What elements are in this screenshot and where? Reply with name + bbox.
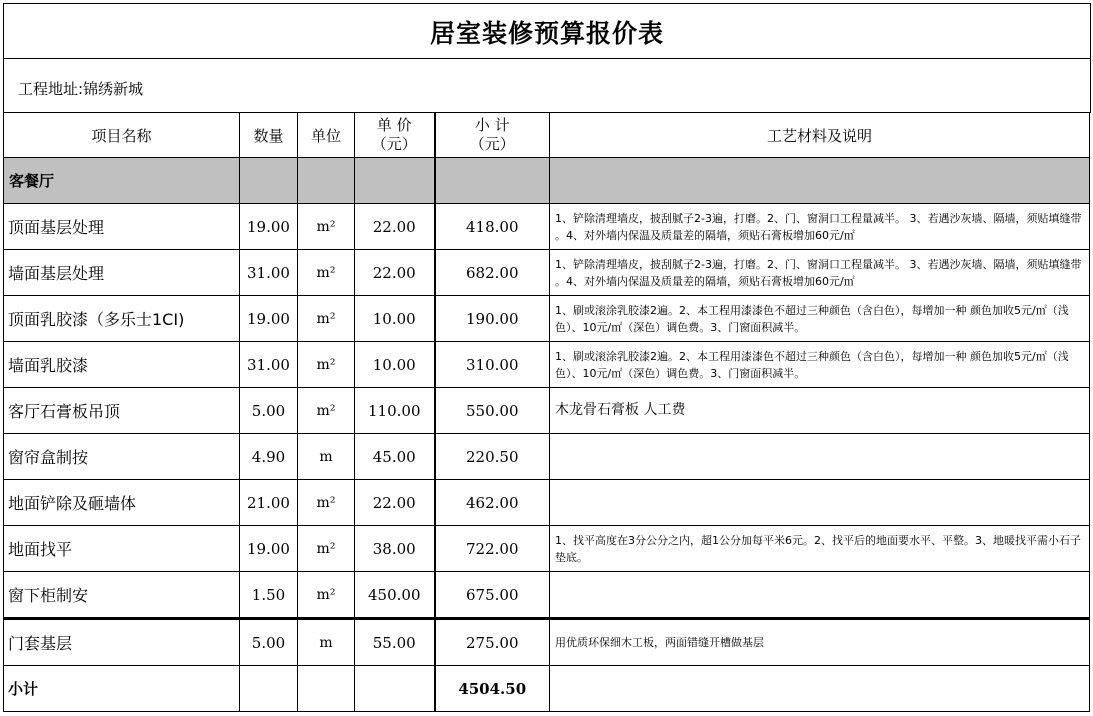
table-row [4,204,1090,250]
item-name: 墙面基层处理 [4,250,240,296]
item-price: 22.00 [355,204,435,250]
item-qty: 19.00 [240,204,298,250]
table-row [4,296,1090,342]
item-name: 顶面乳胶漆（多乐士1CI) [4,296,240,342]
category-name: 客餐厅 [4,158,240,204]
category-cell [550,158,1090,204]
category-cell [240,158,298,204]
item-subtotal: 462.00 [435,480,550,526]
item-unit: m² [298,342,355,388]
item-name: 窗下柜制安 [4,572,240,619]
header-price [355,113,435,158]
item-qty: 1.50 [240,572,298,619]
page-title: 居室装修预算报价表 [429,19,664,48]
address-cell [3,58,1091,113]
item-unit: m² [298,480,355,526]
item-price: 55.00 [355,619,435,666]
item-name: 墙面乳胶漆 [4,342,240,388]
item-unit: m² [298,388,355,434]
header-subtotal-bottom: （元） [469,135,515,153]
table-row [4,342,1090,388]
item-subtotal: 550.00 [435,388,550,434]
table-row [4,526,1090,572]
item-name: 客厅石膏板吊顶 [4,388,240,434]
item-qty: 31.00 [240,250,298,296]
item-desc [550,434,1090,480]
item-price: 450.00 [355,572,435,619]
subtotal-row [4,666,1090,712]
header-name: 项目名称 [4,113,240,158]
item-price: 22.00 [355,250,435,296]
item-name: 门套基层 [4,619,240,666]
item-subtotal: 722.00 [435,526,550,572]
item-desc: 1、找平高度在3分公分之内，超1公分加每平米6元。2、找平后的地面要水平、平整。3、地暖找平需小石子垫底。 [550,526,1090,572]
item-desc [550,572,1090,619]
category-cell [355,158,435,204]
item-unit: m [298,434,355,480]
category-cell [298,158,355,204]
item-name: 窗帘盒制按 [4,434,240,480]
item-price: 45.00 [355,434,435,480]
item-desc: 用优质环保细木工板，两面错缝开槽做基层 [550,619,1090,666]
subtotal-empty [298,666,355,712]
item-subtotal: 220.50 [435,434,550,480]
item-subtotal: 190.00 [435,296,550,342]
header-qty: 数量 [240,113,298,158]
budget-sheet [3,3,1090,716]
header-price-top: 单 价 [376,116,412,134]
item-subtotal: 675.00 [435,572,550,619]
header-row [4,113,1090,158]
subtotal-empty [240,666,298,712]
item-desc [550,480,1090,526]
item-subtotal: 418.00 [435,204,550,250]
item-unit: m² [298,572,355,619]
item-price: 22.00 [355,480,435,526]
item-name: 地面找平 [4,526,240,572]
item-price: 38.00 [355,526,435,572]
item-price: 10.00 [355,342,435,388]
category-cell [435,158,550,204]
subtotal-label: 小计 [4,666,240,712]
item-unit: m² [298,204,355,250]
item-qty: 19.00 [240,526,298,572]
item-qty: 31.00 [240,342,298,388]
item-qty: 19.00 [240,296,298,342]
header-subtotal-top: 小 计 [474,116,510,134]
item-qty: 5.00 [240,619,298,666]
project-address: 工程地址:锦绣新城 [18,80,144,98]
category-row [4,158,1090,204]
table-row [4,434,1090,480]
header-unit: 单位 [298,113,355,158]
header-price-bottom: （元） [371,135,417,153]
item-desc: 1、刷或滚涂乳胶漆2遍。2、本工程用漆漆色不超过三种颜色（含白色），每增加一种 颜色加收5元/㎡（浅色）、10元/㎡（深色）调色费。3、门窗面积减半。 [550,296,1090,342]
table-row [4,619,1090,666]
header-subtotal [435,113,550,158]
budget-table [3,112,1090,712]
item-subtotal: 682.00 [435,250,550,296]
table-row [4,250,1090,296]
item-desc: 1、铲除清理墙皮，披刮腻子2-3遍，打磨。2、门、窗洞口工程量减半。 3、若遇沙灰墙、隔墙，须贴填缝带 。4、对外墙内保温及质量差的隔墙，须贴石膏板增加60元/㎡ [550,204,1090,250]
header-desc: 工艺材料及说明 [550,113,1090,158]
item-desc: 木龙骨石膏板 人工费 [550,388,1090,434]
item-qty: 21.00 [240,480,298,526]
item-unit: m² [298,296,355,342]
item-price: 10.00 [355,296,435,342]
item-desc: 1、刷或滚涂乳胶漆2遍。2、本工程用漆漆色不超过三种颜色（含白色），每增加一种 颜色加收5元/㎡（浅色）、10元/㎡（深色）调色费。3、门窗面积减半。 [550,342,1090,388]
item-name: 顶面基层处理 [4,204,240,250]
table-row [4,480,1090,526]
item-qty: 5.00 [240,388,298,434]
item-name: 地面铲除及砸墙体 [4,480,240,526]
subtotal-empty [355,666,435,712]
title-cell [3,3,1091,58]
table-row [4,572,1090,619]
item-unit: m [298,619,355,666]
item-desc: 1、铲除清理墙皮，披刮腻子2-3遍，打磨。2、门、窗洞口工程量减半。 3、若遇沙灰墙、隔墙，须贴填缝带 。4、对外墙内保温及质量差的隔墙，须贴石膏板增加60元/㎡ [550,250,1090,296]
item-unit: m² [298,526,355,572]
item-unit: m² [298,250,355,296]
item-subtotal: 310.00 [435,342,550,388]
table-row [4,388,1090,434]
item-qty: 4.90 [240,434,298,480]
item-price: 110.00 [355,388,435,434]
item-subtotal: 275.00 [435,619,550,666]
subtotal-empty [550,666,1090,712]
subtotal-value: 4504.50 [435,666,550,712]
